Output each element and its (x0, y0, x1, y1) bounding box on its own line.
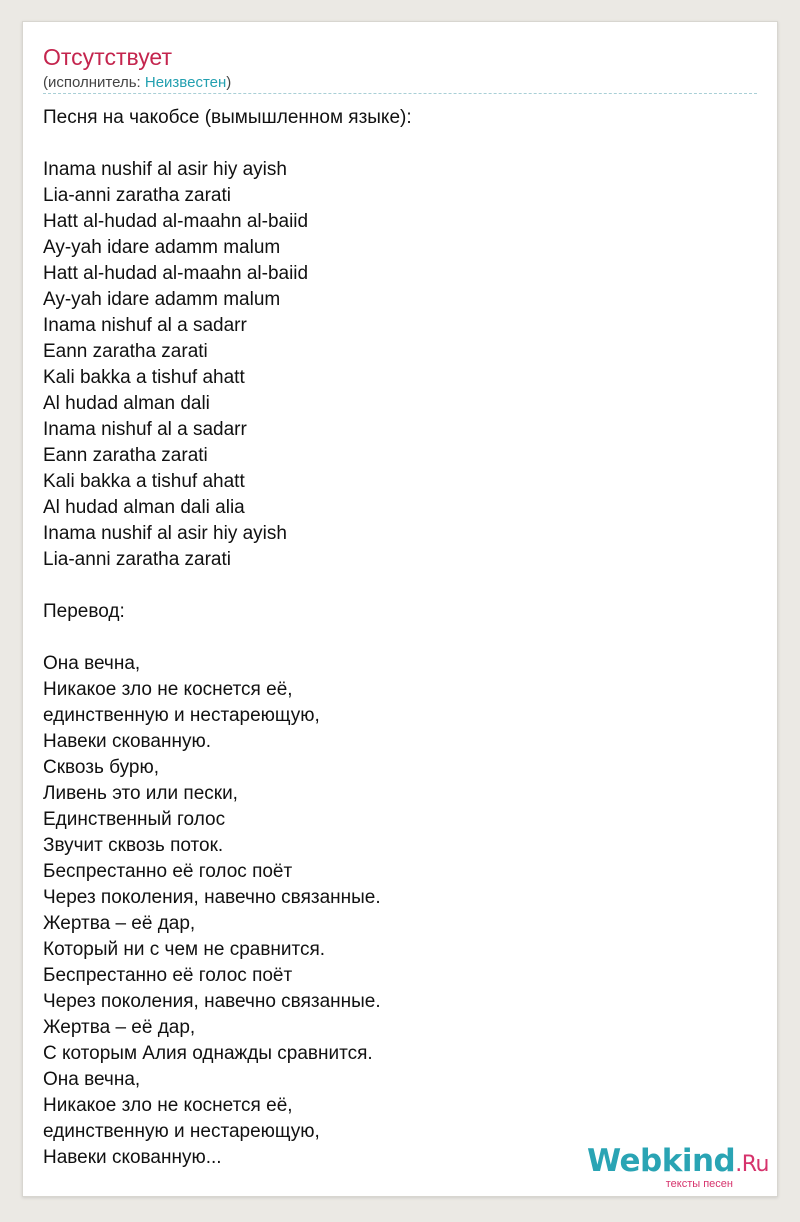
blank-line (43, 131, 753, 157)
artist-suffix: ) (226, 74, 232, 91)
lyric-line: единственную и нестареющую, (43, 705, 320, 726)
lyric-line: Перевод: (43, 601, 125, 622)
lyric-line: Eann zaratha zarati (43, 341, 208, 362)
lyric-line: Ливень это или пески, (43, 783, 238, 804)
lyric-line: Kali bakka a tishuf ahatt (43, 367, 245, 388)
lyric-line: Через поколения, навечно связанные. (43, 887, 381, 908)
lyric-line: Никакое зло не коснется её, (43, 679, 293, 700)
logo-tagline: тексты песен (665, 1178, 733, 1190)
title-divider (43, 93, 757, 94)
artist-prefix: (исполнитель: (43, 74, 145, 91)
lyric-line: Сквозь бурю, (43, 757, 160, 778)
lyric-line: Al hudad alman dali (43, 393, 210, 414)
song-title: Отсутствует (43, 44, 172, 70)
lyric-line: Звучит сквозь поток. (43, 835, 224, 856)
lyric-line: Навеки скованную. (43, 731, 211, 752)
lyric-line: С которым Алия однажды сравнится. (43, 1043, 373, 1064)
lyric-line: Inama nishuf al a sadarr (43, 315, 247, 336)
lyric-line: Eann zaratha zarati (43, 445, 208, 466)
logo-name: Webkind (586, 1143, 736, 1179)
lyric-line: Inama nushif al asir hiy ayish (43, 523, 287, 544)
lyric-line: Hatt al-hudad al-maahn al-baiid (43, 263, 309, 284)
lyric-line: Жертва – её дар, (43, 1017, 196, 1038)
lyrics-card (22, 21, 778, 1197)
blank-line (43, 573, 753, 599)
lyric-line: Жертва – её дар, (43, 913, 196, 934)
lyric-line: Она вечна, (43, 1069, 141, 1090)
artist-link[interactable]: Неизвестен (144, 74, 227, 91)
blank-line (43, 625, 753, 651)
lyric-line: Беспрестанно её голос поёт (43, 965, 293, 986)
lyric-line: Lia-anni zaratha zarati (43, 549, 231, 570)
lyric-line: Hatt al-hudad al-maahn al-baiid (43, 211, 309, 232)
artist-line (43, 73, 231, 93)
logo-dot: . (735, 1152, 742, 1177)
lyric-line: Ay-yah idare adamm malum (43, 237, 281, 258)
lyric-line: Беспрестанно её голос поёт (43, 861, 293, 882)
lyric-line: Песня на чакобсе (вымышленном языке): (43, 107, 412, 128)
lyric-line: Через поколения, навечно связанные. (43, 991, 381, 1012)
lyric-line: Ay-yah idare adamm malum (43, 289, 281, 310)
lyric-line: Inama nushif al asir hiy ayish (43, 159, 287, 180)
lyric-line: единственную и нестареющую, (43, 1121, 320, 1142)
lyrics-text (43, 105, 753, 1171)
site-logo[interactable] (587, 1145, 769, 1190)
lyric-line: Навеки скованную... (43, 1147, 222, 1168)
lyric-line: Al hudad alman dali alia (43, 497, 245, 518)
logo-wordmark (587, 1145, 769, 1181)
logo-tld: Ru (741, 1152, 769, 1177)
lyric-line: Kali bakka a tishuf ahatt (43, 471, 245, 492)
lyric-line: Inama nishuf al a sadarr (43, 419, 247, 440)
lyric-line: Единственный голос (43, 809, 226, 830)
lyric-line: Никакое зло не коснется её, (43, 1095, 293, 1116)
lyric-line: Который ни с чем не сравнится. (43, 939, 326, 960)
lyric-line: Она вечна, (43, 653, 141, 674)
lyric-line: Lia-anni zaratha zarati (43, 185, 231, 206)
